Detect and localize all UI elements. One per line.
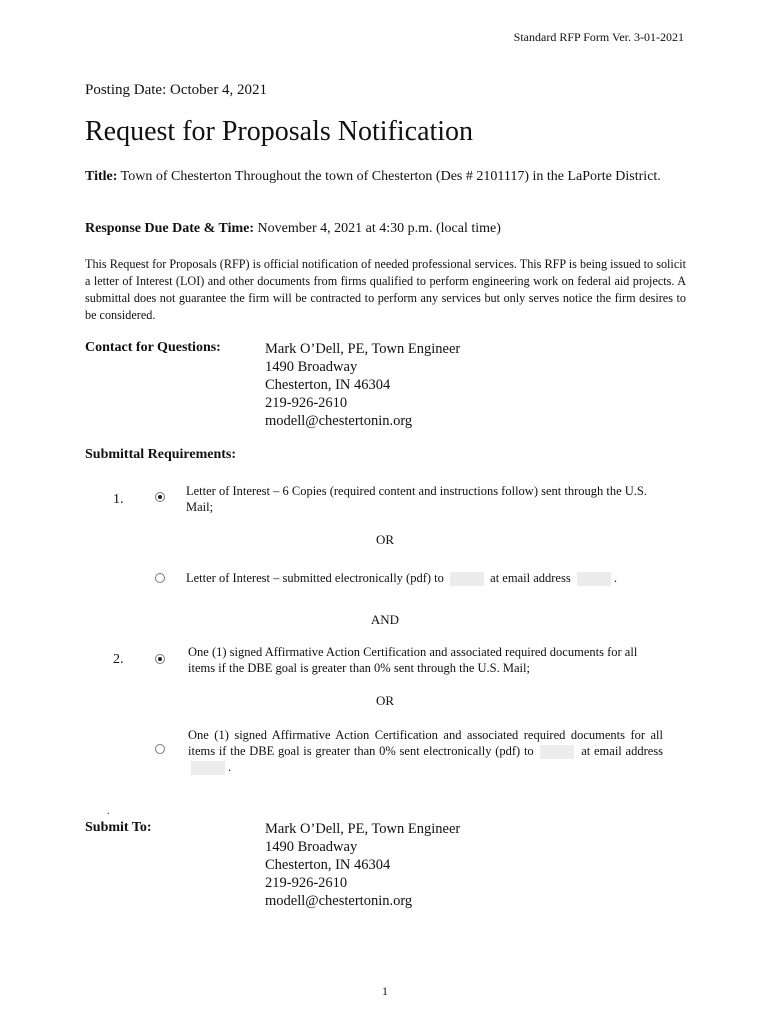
contact-name: Mark O’Dell, PE, Town Engineer [265, 341, 461, 357]
period: . [613, 571, 617, 585]
submit-street: 1490 Broadway [265, 839, 358, 855]
option-electronic-aa-cert [188, 727, 663, 775]
radio-selected-dot [158, 495, 162, 499]
and-separator: AND [370, 612, 400, 627]
project-title-label: Title: [85, 169, 118, 184]
response-due [85, 221, 501, 237]
or-separator: OR [375, 532, 395, 547]
option-electronic-aa-cert-text: One (1) signed Affirmative Action Certification and associated required documents for all items if the DBE goal is greater than 0% sent electronically (pdf) to [188, 728, 663, 758]
radio-mail-aa-cert[interactable] [155, 654, 165, 664]
submit-to-address [265, 820, 460, 910]
radio-mail-loi[interactable] [155, 492, 165, 502]
item-number-2: 2. [113, 652, 124, 667]
intro-paragraph: This Request for Proposals (RFP) is official notification of needed professional services. This RFP is being issued to solicit a letter of Interest (LOI) and other documents from firms qualified to perform engineering work on federal aid projects. A submittal does not guarantee the firm will be contracted to perform any services but only serves notice the firm desires to be considered. [85, 257, 686, 322]
email-address-field[interactable] [191, 761, 225, 775]
submit-to-label: Submit To: [85, 820, 152, 835]
radio-electronic-loi[interactable] [155, 573, 165, 583]
item-number-1: 1. [113, 492, 124, 507]
page-title: Request for Proposals Notification [85, 116, 474, 147]
submittal-requirements-label: Submittal Requirements: [85, 447, 237, 462]
option-mail-loi-text: Letter of Interest – 6 Copies (required content and instructions follow) sent through the U.S. Mail; [186, 484, 648, 514]
form-version: Standard RFP Form Ver. 3-01-2021 [513, 30, 684, 44]
posting-date: Posting Date: October 4, 2021 [85, 82, 268, 98]
contact-email: modell@chestertonin.org [265, 413, 413, 429]
contact-phone: 219-926-2610 [265, 395, 348, 411]
project-title-text: Town of Chesterton Throughout the town of Chesterton (Des # 2101117) in the LaPorte District. [120, 169, 661, 184]
radio-selected-dot [158, 657, 162, 661]
contact-label: Contact for Questions: [85, 340, 221, 355]
submit-phone: 219-926-2610 [265, 875, 348, 891]
option-mail-aa-cert-text: One (1) signed Affirmative Action Certification and associated required documents for all items if the DBE goal is greater than 0% sent through the U.S. Mail; [188, 645, 638, 675]
radio-electronic-aa-cert[interactable] [155, 744, 165, 754]
contact-city: Chesterton, IN 46304 [265, 377, 391, 393]
pdf-recipient-field[interactable] [540, 745, 574, 759]
contact-address [265, 340, 460, 430]
project-title [85, 168, 686, 185]
response-due-label: Response Due Date & Time: [85, 221, 255, 236]
pdf-recipient-field[interactable] [450, 572, 484, 586]
email-address-field[interactable] [577, 572, 611, 586]
option-electronic-loi-email-text: at email address [490, 571, 571, 585]
stray-mark: . [107, 806, 110, 817]
period: . [228, 760, 232, 775]
submit-city: Chesterton, IN 46304 [265, 857, 391, 873]
submit-email: modell@chestertonin.org [265, 893, 413, 909]
response-due-text: November 4, 2021 at 4:30 p.m. (local time) [257, 221, 501, 236]
or-separator: OR [375, 693, 395, 708]
option-electronic-loi-text: Letter of Interest – submitted electronically (pdf) to [186, 571, 444, 585]
page-number: 1 [382, 984, 388, 998]
submit-name: Mark O’Dell, PE, Town Engineer [265, 821, 461, 837]
option-electronic-loi [186, 570, 666, 586]
contact-street: 1490 Broadway [265, 359, 358, 375]
option-electronic-aa-cert-email-text: at email address [581, 744, 664, 758]
